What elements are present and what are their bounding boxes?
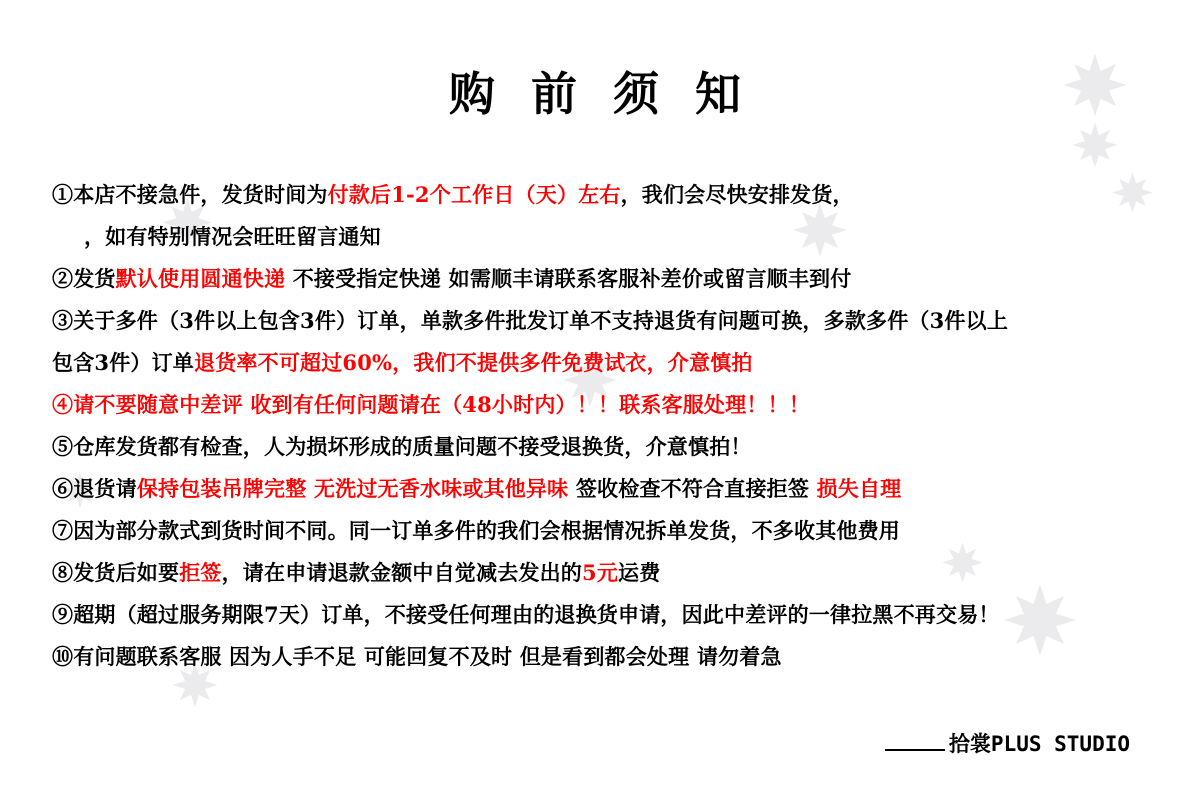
notice-line bbox=[52, 300, 1182, 342]
highlighted-text: 5元 bbox=[582, 560, 619, 585]
highlighted-text: 默认使用圆通快递 bbox=[115, 266, 286, 291]
notice-line bbox=[52, 258, 1182, 300]
highlighted-text: 付款后1-2个工作日（天）左右 bbox=[327, 182, 621, 207]
highlighted-text: 保持包装吊牌完整 无洗过无香水味或其他异味 bbox=[136, 476, 569, 501]
notice-text: ③关于多件（3件以上包含3件）订单，单款多件批发订单不支持退货有问题可换，多款多件（3件以上 bbox=[52, 308, 1009, 333]
notice-text: 不接受指定快递 如需顺丰请联系客服补差价或留言顺丰到付 bbox=[285, 266, 852, 291]
highlighted-text: 退货率不可超过60%，我们不提供多件免费试衣，介意慎拍 bbox=[194, 350, 753, 375]
notice-line bbox=[52, 468, 1182, 510]
notice-text: ①本店不接急件，发货时间为 bbox=[52, 182, 328, 207]
studio-signature bbox=[885, 728, 1130, 758]
notice-text: ，如有特别情况会旺旺留言通知 bbox=[84, 224, 381, 249]
notice-text: ⑧发货后如要 bbox=[52, 560, 180, 585]
notice-text: ，我们会尽快安排发货， bbox=[620, 182, 854, 207]
notice-text: ，请在申请退款金额中自觉减去发出的 bbox=[221, 560, 583, 585]
notice-line bbox=[52, 216, 1182, 258]
highlighted-text: 损失自理 bbox=[816, 476, 902, 501]
notice-list bbox=[52, 174, 1182, 678]
highlighted-text: 请不要随意中差评 收到有任何问题请在（48小时内）！！联系客服处理！！！ bbox=[73, 392, 810, 417]
notice-text: 运费 bbox=[618, 560, 661, 585]
notice-text: ⑥退货请 bbox=[52, 476, 137, 501]
notice-text: 签收检查不符合直接拒签 bbox=[568, 476, 817, 501]
maple-leaf-icon bbox=[1070, 120, 1120, 170]
notice-text: ⑩有问题联系客服 因为人手不足 可能回复不及时 但是看到都会处理 请勿着急 bbox=[52, 644, 782, 669]
highlighted-text: 拒签 bbox=[179, 560, 222, 585]
notice-line bbox=[52, 510, 1182, 552]
notice-line bbox=[52, 552, 1182, 594]
notice-line bbox=[52, 594, 1182, 636]
signature-text: 拾裳PLUS STUDIO bbox=[948, 732, 1130, 756]
notice-line bbox=[52, 636, 1182, 678]
notice-line bbox=[52, 426, 1182, 468]
page-title: 购 前 须 知 bbox=[448, 67, 752, 121]
notice-line bbox=[52, 384, 1182, 426]
notice-text: ⑤仓库发货都有检查，人为损坏形成的质量问题不接受退换货，介意慎拍！ bbox=[52, 434, 752, 459]
notice-text: ⑨超期（超过服务期限7天）订单，不接受任何理由的退换货申请，因此中差评的一律拉黑不再交易！ bbox=[52, 602, 1000, 627]
signature-underline bbox=[885, 749, 945, 751]
notice-text: ⑦因为部分款式到货时间不同。同一订单多件的我们会根据情况拆单发货，不多收其他费用 bbox=[52, 518, 900, 543]
highlighted-text: ④ bbox=[52, 392, 74, 417]
notice-text: ②发货 bbox=[52, 266, 116, 291]
notice-line bbox=[52, 174, 1182, 216]
notice-text: 包含3件）订单 bbox=[52, 350, 195, 375]
notice-line bbox=[52, 342, 1182, 384]
